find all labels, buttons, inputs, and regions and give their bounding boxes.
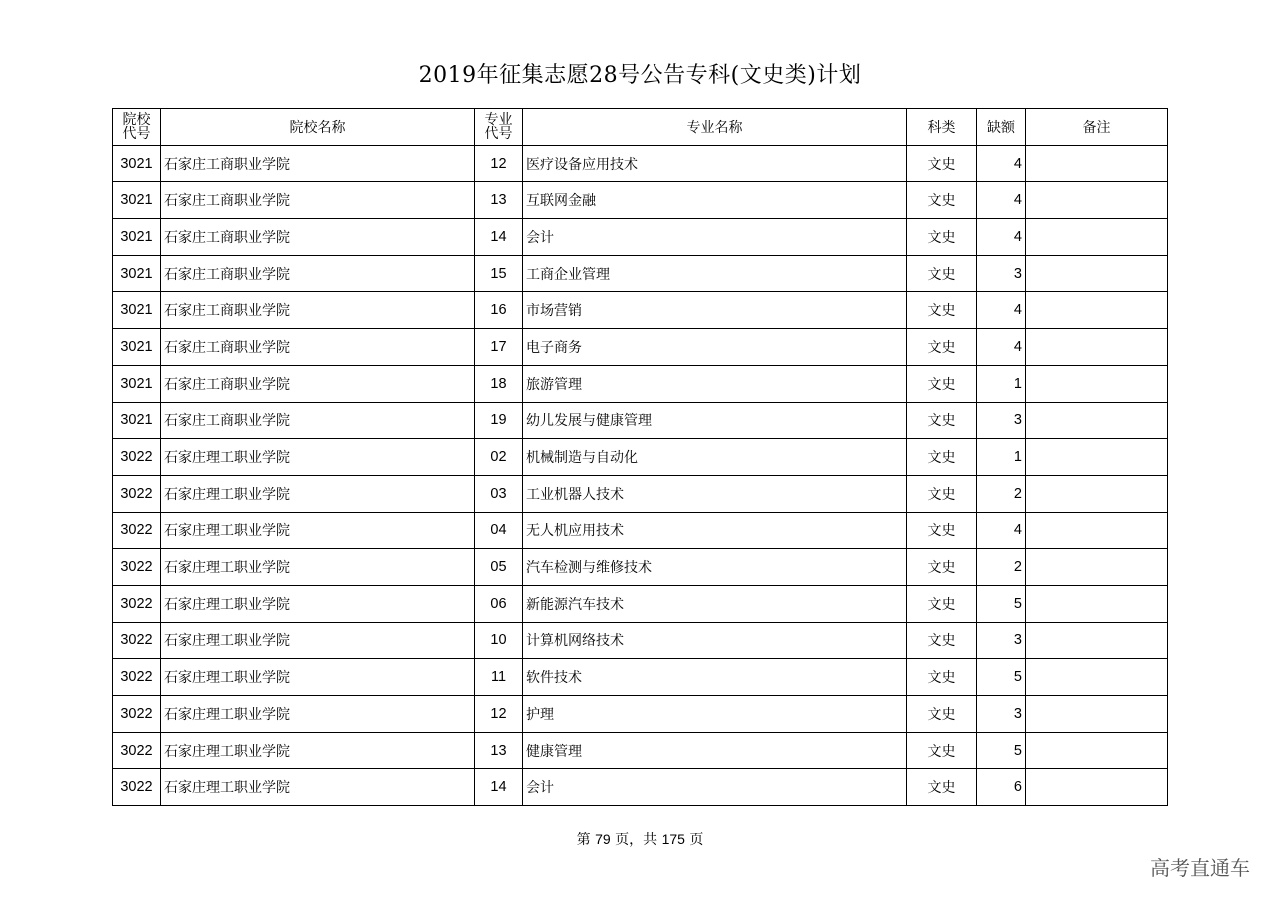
cell-major-code: 04 [475,512,523,549]
cell-category: 文史 [907,365,977,402]
cell-major-name: 护理 [523,696,907,733]
cell-category: 文史 [907,549,977,586]
table-row [113,512,1168,549]
page-total: 175 [661,831,685,847]
cell-remarks [1026,475,1168,512]
cell-remarks [1026,769,1168,806]
cell-remarks [1026,549,1168,586]
table-row [113,585,1168,622]
cell-major-name: 会计 [523,769,907,806]
table-row [113,696,1168,733]
cell-school-code: 3021 [113,182,161,219]
cell-major-code: 17 [475,329,523,366]
cell-school-name: 石家庄工商职业学院 [161,219,475,256]
cell-major-name: 计算机网络技术 [523,622,907,659]
cell-vacancies: 5 [977,732,1026,769]
cell-school-code: 3021 [113,145,161,182]
cell-school-code: 3022 [113,769,161,806]
cell-vacancies: 4 [977,512,1026,549]
cell-vacancies: 3 [977,622,1026,659]
cell-school-code: 3021 [113,402,161,439]
cell-vacancies: 1 [977,439,1026,476]
table-row [113,292,1168,329]
cell-remarks [1026,292,1168,329]
cell-vacancies: 4 [977,182,1026,219]
cell-vacancies: 3 [977,255,1026,292]
cell-remarks [1026,512,1168,549]
cell-major-name: 旅游管理 [523,365,907,402]
cell-major-name: 互联网金融 [523,182,907,219]
cell-school-name: 石家庄工商职业学院 [161,145,475,182]
header-category: 科类 [907,109,977,146]
cell-school-name: 石家庄工商职业学院 [161,182,475,219]
cell-remarks [1026,659,1168,696]
cell-remarks [1026,696,1168,733]
cell-school-code: 3022 [113,622,161,659]
cell-category: 文史 [907,329,977,366]
cell-school-name: 石家庄工商职业学院 [161,402,475,439]
cell-major-code: 12 [475,696,523,733]
table-row [113,549,1168,586]
cell-major-code: 14 [475,219,523,256]
cell-school-name: 石家庄工商职业学院 [161,329,475,366]
cell-school-name: 石家庄工商职业学院 [161,292,475,329]
table-row [113,329,1168,366]
cell-major-name: 电子商务 [523,329,907,366]
cell-category: 文史 [907,696,977,733]
cell-vacancies: 4 [977,329,1026,366]
cell-major-name: 幼儿发展与健康管理 [523,402,907,439]
cell-remarks [1026,732,1168,769]
cell-remarks [1026,622,1168,659]
table-row [113,182,1168,219]
cell-vacancies: 6 [977,769,1026,806]
table-row [113,769,1168,806]
cell-major-code: 03 [475,475,523,512]
table-row [113,365,1168,402]
cell-school-name: 石家庄理工职业学院 [161,696,475,733]
cell-major-name: 无人机应用技术 [523,512,907,549]
cell-category: 文史 [907,659,977,696]
cell-major-code: 10 [475,622,523,659]
cell-category: 文史 [907,292,977,329]
cell-school-code: 3022 [113,512,161,549]
cell-remarks [1026,219,1168,256]
cell-major-name: 软件技术 [523,659,907,696]
header-major-code: 专业 代号 [475,109,523,146]
cell-remarks [1026,402,1168,439]
cell-school-code: 3022 [113,659,161,696]
cell-vacancies: 4 [977,145,1026,182]
cell-category: 文史 [907,145,977,182]
cell-category: 文史 [907,585,977,622]
cell-school-code: 3022 [113,439,161,476]
cell-major-code: 14 [475,769,523,806]
cell-school-name: 石家庄工商职业学院 [161,255,475,292]
cell-school-name: 石家庄理工职业学院 [161,439,475,476]
cell-remarks [1026,585,1168,622]
cell-remarks [1026,439,1168,476]
cell-major-name: 新能源汽车技术 [523,585,907,622]
cell-school-name: 石家庄理工职业学院 [161,659,475,696]
cell-school-code: 3021 [113,219,161,256]
cell-major-name: 健康管理 [523,732,907,769]
cell-school-name: 石家庄理工职业学院 [161,769,475,806]
cell-major-code: 11 [475,659,523,696]
cell-vacancies: 2 [977,549,1026,586]
cell-school-name: 石家庄工商职业学院 [161,365,475,402]
plan-table [112,108,1168,806]
cell-category: 文史 [907,732,977,769]
cell-school-name: 石家庄理工职业学院 [161,732,475,769]
cell-school-code: 3022 [113,549,161,586]
cell-school-name: 石家庄理工职业学院 [161,549,475,586]
cell-major-code: 02 [475,439,523,476]
table-row [113,622,1168,659]
cell-school-code: 3021 [113,255,161,292]
cell-major-code: 15 [475,255,523,292]
cell-major-code: 05 [475,549,523,586]
cell-school-code: 3021 [113,292,161,329]
cell-school-name: 石家庄理工职业学院 [161,475,475,512]
table-row [113,255,1168,292]
page-title: 2019年征集志愿28号公告专科(文史类)计划 [418,63,862,88]
cell-vacancies: 5 [977,585,1026,622]
cell-vacancies: 3 [977,696,1026,733]
cell-school-name: 石家庄理工职业学院 [161,512,475,549]
cell-vacancies: 2 [977,475,1026,512]
page-number: 79 [595,831,611,847]
cell-school-code: 3022 [113,732,161,769]
header-school-code: 院校 代号 [113,109,161,146]
cell-vacancies: 5 [977,659,1026,696]
cell-school-name: 石家庄理工职业学院 [161,622,475,659]
cell-remarks [1026,329,1168,366]
table-row [113,219,1168,256]
table-row [113,145,1168,182]
cell-category: 文史 [907,512,977,549]
cell-major-name: 工商企业管理 [523,255,907,292]
cell-major-code: 12 [475,145,523,182]
cell-school-code: 3021 [113,365,161,402]
header-major-name: 专业名称 [523,109,907,146]
cell-major-name: 汽车检测与维修技术 [523,549,907,586]
cell-remarks [1026,255,1168,292]
table-row [113,732,1168,769]
cell-category: 文史 [907,182,977,219]
table-header-row [113,109,1168,146]
cell-remarks [1026,365,1168,402]
header-remarks: 备注 [1026,109,1168,146]
header-vacancies: 缺额 [977,109,1026,146]
cell-major-name: 市场营销 [523,292,907,329]
cell-school-name: 石家庄理工职业学院 [161,585,475,622]
cell-major-code: 18 [475,365,523,402]
cell-school-code: 3021 [113,329,161,366]
cell-major-name: 医疗设备应用技术 [523,145,907,182]
cell-vacancies: 1 [977,365,1026,402]
cell-school-code: 3022 [113,585,161,622]
cell-category: 文史 [907,769,977,806]
cell-major-name: 会计 [523,219,907,256]
cell-major-code: 13 [475,182,523,219]
cell-vacancies: 3 [977,402,1026,439]
cell-major-code: 16 [475,292,523,329]
cell-category: 文史 [907,475,977,512]
watermark: 高考直通车 [1150,856,1250,880]
cell-vacancies: 4 [977,292,1026,329]
cell-remarks [1026,145,1168,182]
cell-category: 文史 [907,439,977,476]
cell-category: 文史 [907,622,977,659]
table-row [113,659,1168,696]
table-row [113,475,1168,512]
cell-remarks [1026,182,1168,219]
cell-vacancies: 4 [977,219,1026,256]
cell-category: 文史 [907,255,977,292]
header-school-name: 院校名称 [161,109,475,146]
cell-category: 文史 [907,219,977,256]
table-row [113,439,1168,476]
cell-school-code: 3022 [113,475,161,512]
cell-major-name: 工业机器人技术 [523,475,907,512]
cell-major-code: 13 [475,732,523,769]
cell-school-code: 3022 [113,696,161,733]
table-row [113,402,1168,439]
page-footer: 第 79 页，共 175 页 [576,831,704,848]
cell-major-code: 19 [475,402,523,439]
cell-major-code: 06 [475,585,523,622]
cell-major-name: 机械制造与自动化 [523,439,907,476]
cell-category: 文史 [907,402,977,439]
